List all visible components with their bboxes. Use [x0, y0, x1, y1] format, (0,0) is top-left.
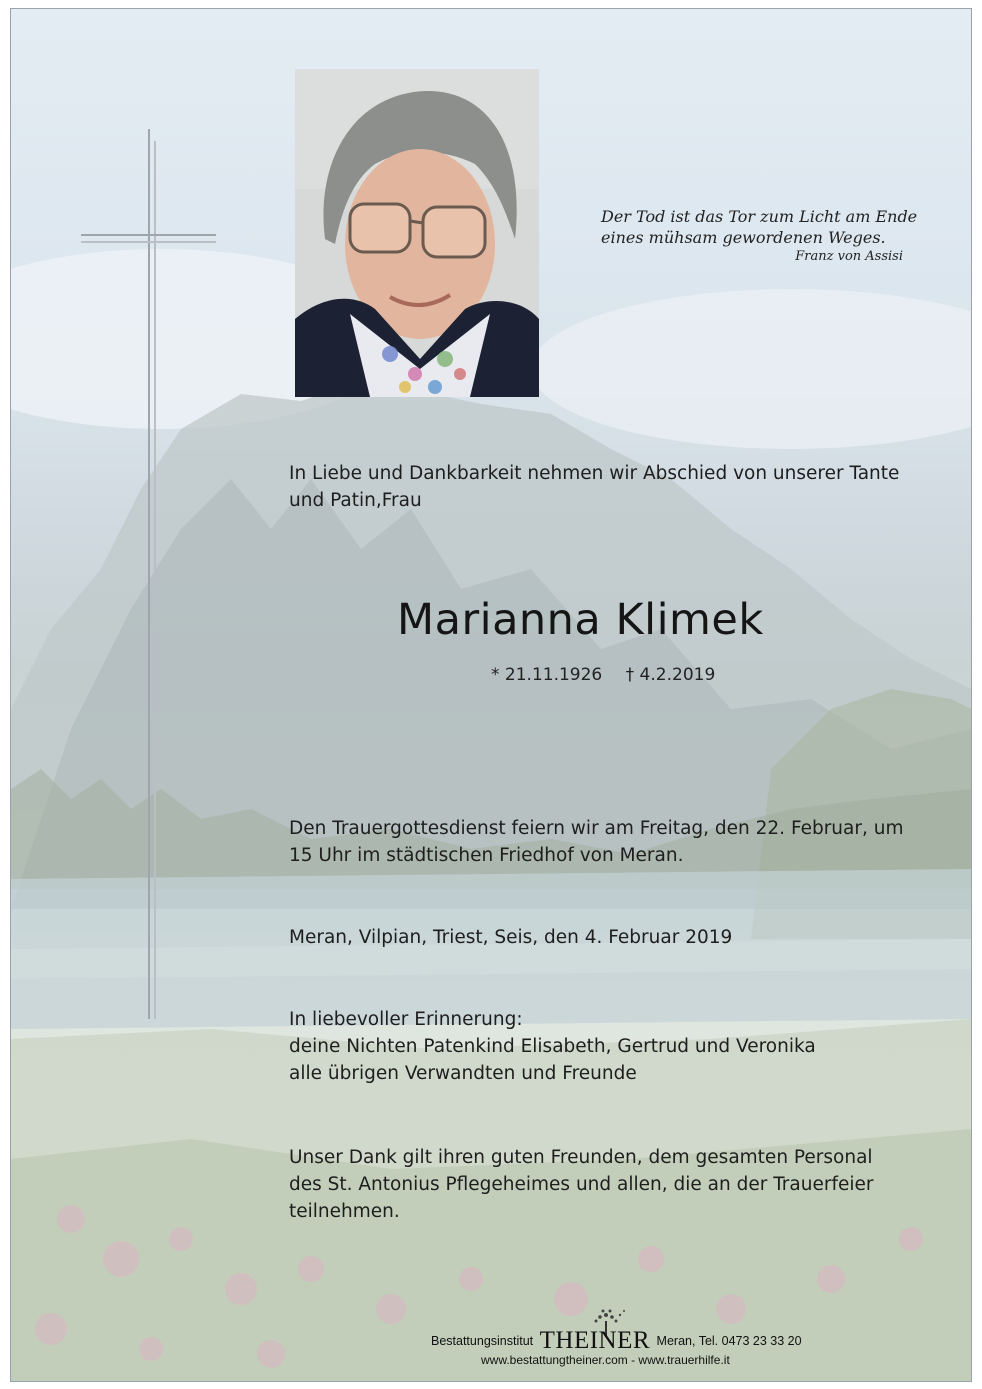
service-line: Den Trauergottesdienst feiern wir am Freitag, den 22. Februar, um — [289, 818, 904, 839]
death-date: † 4.2.2019 — [625, 665, 716, 685]
portrait-photo — [295, 69, 539, 397]
remembrance-line: In liebevoller Erinnerung: — [289, 1009, 523, 1030]
quote-author: Franz von Assisi — [795, 249, 903, 264]
footer-websites: www.bestattungtheiner.com - www.trauerhilfe.it — [481, 1353, 730, 1367]
obituary-card — [10, 8, 972, 1382]
place-date: Meran, Vilpian, Triest, Seis, den 4. Februar 2019 — [289, 927, 733, 948]
footer-prefix: Bestattungsinstitut — [431, 1334, 534, 1348]
footer-contact: Meran, Tel. 0473 23 33 20 — [656, 1334, 802, 1348]
thanks-line: des St. Antonius Pflegeheimes und allen, die an der Trauerfeier — [289, 1174, 874, 1195]
service-paragraph — [289, 815, 949, 869]
deceased-name: Marianna Klimek — [397, 595, 764, 645]
thanks-paragraph — [289, 1144, 949, 1225]
birth-date: * 21.11.1926 — [491, 665, 603, 685]
remembrance-line: deine Nichten Patenkind Elisabeth, Gertrud und Veronika — [289, 1036, 816, 1057]
life-dates — [491, 665, 733, 685]
memorial-quote — [601, 206, 921, 266]
intro-line: und Patin,Frau — [289, 490, 422, 511]
quote-line: Der Tod ist das Tor zum Licht am Ende — [601, 207, 918, 226]
thanks-line: teilnehmen. — [289, 1201, 400, 1222]
intro-paragraph — [289, 460, 939, 514]
intro-line: In Liebe und Dankbarkeit nehmen wir Abschied von unserer Tante — [289, 463, 900, 484]
remembrance-line: alle übrigen Verwandten und Freunde — [289, 1063, 637, 1084]
footer-brand: THEINER — [539, 1327, 651, 1354]
service-line: 15 Uhr im städtischen Friedhof von Meran. — [289, 845, 684, 866]
thanks-line: Unser Dank gilt ihren guten Freunden, dem gesamten Personal — [289, 1147, 873, 1168]
quote-line: eines mühsam gewordenen Weges. — [601, 228, 886, 247]
remembrance-paragraph — [289, 1006, 816, 1087]
